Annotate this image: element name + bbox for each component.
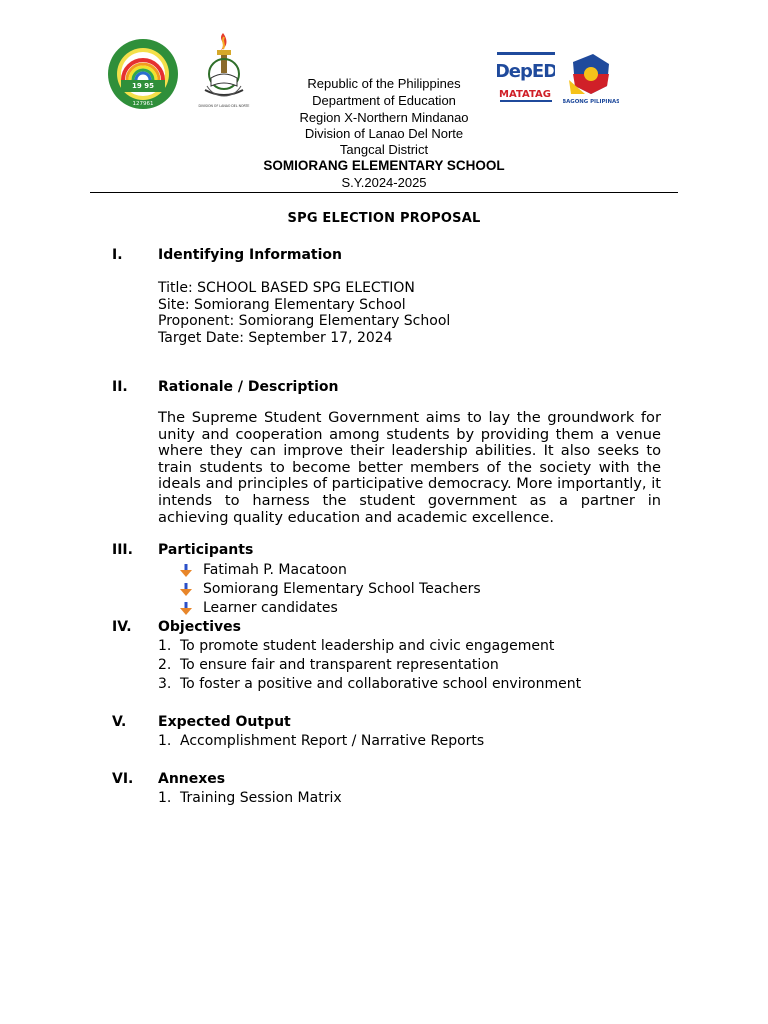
output-number: 1. xyxy=(158,733,172,749)
division-logo-caption: DIVISION OF LANAO DEL NORTE xyxy=(198,104,250,108)
participant-label: Fatimah P. Macatoon xyxy=(203,562,347,578)
school-logo-code: 127961 xyxy=(132,101,154,107)
arrow-down-bullet-icon xyxy=(180,583,192,597)
bagong-caption: BAGONG PILIPINAS xyxy=(563,99,619,105)
document-title: SPG ELECTION PROPOSAL xyxy=(287,211,481,226)
annex-item xyxy=(158,790,342,806)
info-target-date: Target Date: September 17, 2024 xyxy=(158,330,393,346)
objective-text: To foster a positive and collaborative school environment xyxy=(180,676,582,692)
header-school-name: SOMIORANG ELEMENTARY SCHOOL xyxy=(263,158,505,173)
participant-label: Learner candidates xyxy=(203,600,338,616)
output-text: Accomplishment Report / Narrative Reports xyxy=(180,733,485,749)
section-5-number: V. xyxy=(112,714,127,730)
header-line-department: Department of Education xyxy=(312,93,456,108)
section-1-heading: Identifying Information xyxy=(158,247,342,263)
objective-number: 1. xyxy=(158,638,172,654)
arrow-down-bullet-icon xyxy=(180,564,192,578)
header-school-year: S.Y.2024-2025 xyxy=(341,175,427,190)
section-2-number: II. xyxy=(112,379,128,395)
objective-item xyxy=(158,657,499,673)
section-4-heading: Objectives xyxy=(158,619,241,635)
objective-number: 2. xyxy=(158,657,172,673)
deped-matatag: MATATAG xyxy=(499,89,551,100)
section-2-heading: Rationale / Description xyxy=(158,379,339,395)
section-4-number: IV. xyxy=(112,619,132,635)
section-6-heading: Annexes xyxy=(158,771,226,787)
objective-item xyxy=(158,638,554,654)
output-item xyxy=(158,733,484,749)
info-site: Site: Somiorang Elementary School xyxy=(158,297,406,313)
objective-number: 3. xyxy=(158,676,172,692)
header-line-region: Region X-Northern Mindanao xyxy=(299,110,469,125)
objective-text: To ensure fair and transparent representation xyxy=(180,657,499,673)
header-line-division: Division of Lanao Del Norte xyxy=(304,126,464,141)
section-5-heading: Expected Output xyxy=(158,714,291,730)
section-3-heading: Participants xyxy=(158,542,254,558)
section-1-number: I. xyxy=(112,247,123,263)
annex-number: 1. xyxy=(158,790,172,806)
info-title: Title: SCHOOL BASED SPG ELECTION xyxy=(158,280,415,296)
header-divider xyxy=(90,192,678,193)
section-6-number: VI. xyxy=(112,771,134,787)
objective-text: To promote student leadership and civic engagement xyxy=(180,638,555,654)
info-proponent: Proponent: Somiorang Elementary School xyxy=(158,313,451,329)
rationale-paragraph: The Supreme Student Government aims to lay the groundwork for unity and cooperation among students by providing them a venue where they can improve their leadership abilities. It also seeks to train students to become better members of the society with the ideals and principles of participative democracy. More importantly, it intends to harness the student government as a partner in achieving quality education and academic excellence. xyxy=(158,409,661,526)
objective-item xyxy=(158,676,581,692)
section-3-number: III. xyxy=(112,542,133,558)
annex-text: Training Session Matrix xyxy=(180,790,342,806)
deped-word: DepED xyxy=(497,61,555,82)
school-logo-year: 19 95 xyxy=(132,82,154,90)
header-line-district: Tangcal District xyxy=(339,142,429,157)
participant-label: Somiorang Elementary School Teachers xyxy=(203,581,481,597)
header-line-republic: Republic of the Philippines xyxy=(307,76,461,91)
arrow-down-bullet-icon xyxy=(180,602,192,616)
